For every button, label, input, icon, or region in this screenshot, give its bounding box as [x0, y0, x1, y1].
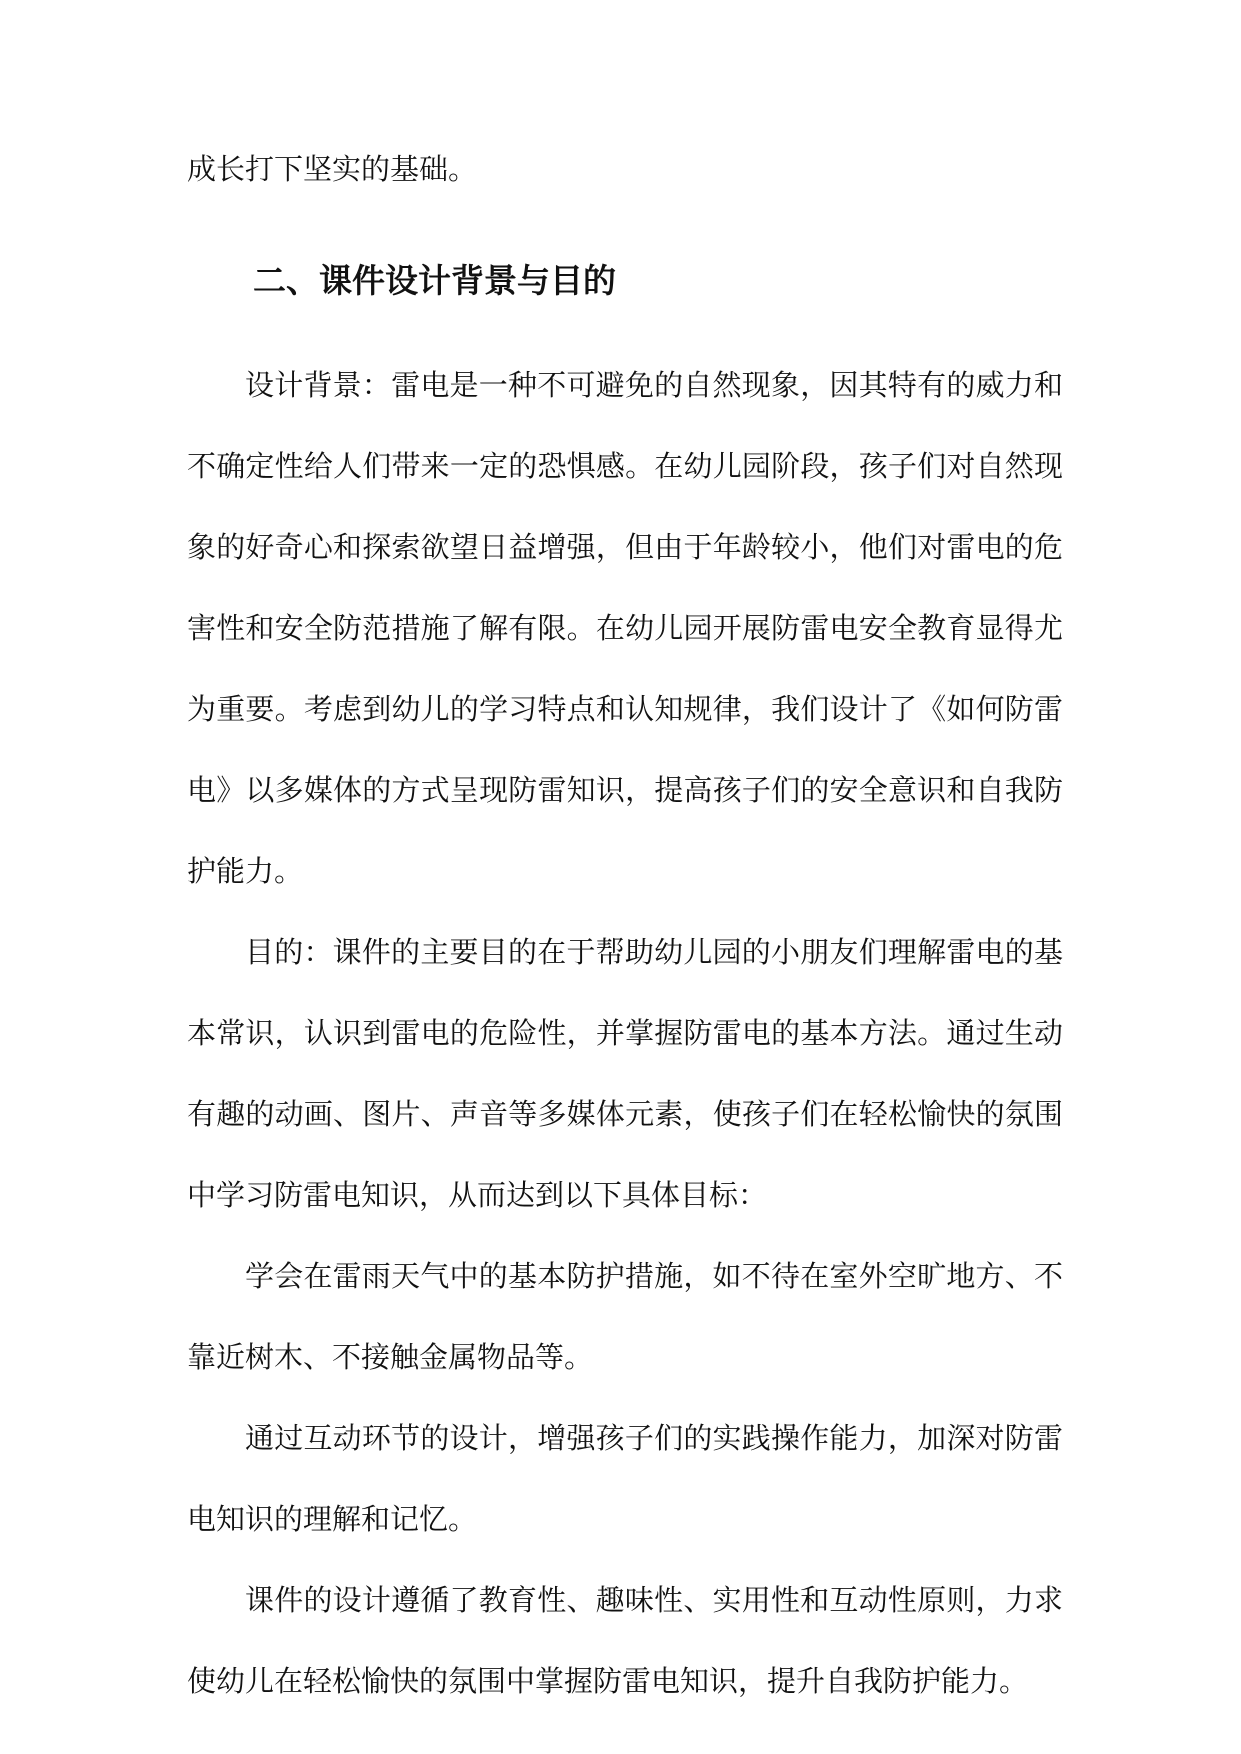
paragraph-goal-interaction: 通过互动环节的设计，增强孩子们的实践操作能力，加深对防雷电知识的理解和记忆。 — [187, 1421, 1063, 1536]
paragraph-goal-protection: 学会在雷雨天气中的基本防护措施，如不待在室外空旷地方、不靠近树木、不接触金属物品等。 — [187, 1259, 1063, 1374]
document-body — [187, 130, 1063, 1722]
paragraph-background: 设计背景：雷电是一种不可避免的自然现象，因其特有的威力和不确定性给人们带来一定的恐惧感。在幼儿园阶段，孩子们对自然现象的好奇心和探索欲望日益增强，但由于年龄较小，他们对雷电的危害性和安全防范措施了解有限。在幼儿园开展防雷电安全教育显得尤为重要。考虑到幼儿的学习特点和认知规律，我们设计了《如何防雷电》以多媒体的方式呈现防雷知识，提高孩子们的安全意识和自我防护能力。 — [187, 368, 1063, 888]
section-heading: 二、课件设计背景与目的 — [253, 261, 616, 300]
continued-text-line: 成长打下坚实的基础。 — [187, 152, 478, 186]
paragraph-purpose: 目的：课件的主要目的在于帮助幼儿园的小朋友们理解雷电的基本常识，认识到雷电的危险性，并掌握防雷电的基本方法。通过生动有趣的动画、图片、声音等多媒体元素，使孩子们在轻松愉快的氛围中学习防雷电知识，从而达到以下具体目标： — [187, 935, 1063, 1212]
paragraph-design-principles: 课件的设计遵循了教育性、趣味性、实用性和互动性原则，力求使幼儿在轻松愉快的氛围中掌握防雷电知识，提升自我防护能力。 — [187, 1583, 1063, 1698]
